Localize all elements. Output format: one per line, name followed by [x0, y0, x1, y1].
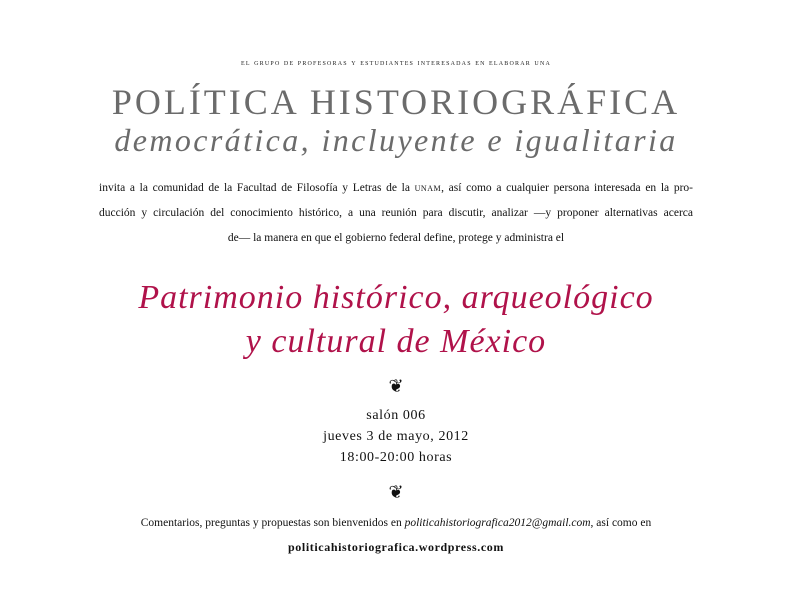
intro-line-1	[99, 176, 693, 201]
fleuron-icon: ❦	[388, 376, 404, 396]
kicker-text: el grupo de profesoras y estudiantes interesadas en elaborar una	[240, 57, 552, 67]
intro-line-3: de— la manera en que el gobierno federal define, protege y administra el	[227, 232, 565, 244]
unam-abbrev: unam	[414, 182, 442, 194]
main-title: POLÍTICA HISTORIOGRÁFICA	[111, 82, 681, 122]
sub-title: democrática, incluyente e igualitaria	[114, 122, 678, 158]
event-heading-line-2: y cultural de México	[245, 323, 547, 360]
intro-line-1-a: invita a la comunidad de la Facultad de Filosofía y Letras de la	[99, 182, 415, 194]
event-heading	[0, 276, 792, 364]
intro-line-2: ducción y circulación del conocimiento histórico, a una reunión para discutir, analizar —y proponer alternativas acerca	[99, 207, 693, 219]
intro-paragraph	[99, 176, 693, 251]
footer-text	[0, 514, 792, 532]
intro-line-1-b: , así como a cualquier persona interesada en la pro-	[441, 182, 693, 194]
website-link[interactable]: politicahistoriografica.wordpress.com	[288, 540, 504, 554]
event-date: jueves 3 de mayo, 2012	[323, 429, 469, 444]
contact-email-link[interactable]: politicahistoriografica2012@gmail.com	[404, 517, 591, 529]
fleuron-icon: ❦	[388, 482, 404, 502]
event-heading-line-1: Patrimonio histórico, arqueológico	[138, 279, 654, 316]
footer-text-a: Comentarios, preguntas y propuestas son bienvenidos en	[140, 517, 405, 529]
event-time: 18:00-20:00 horas	[339, 450, 453, 465]
event-room: salón 006	[366, 408, 426, 423]
footer-text-b: , así como en	[590, 517, 652, 529]
event-details	[0, 405, 792, 468]
